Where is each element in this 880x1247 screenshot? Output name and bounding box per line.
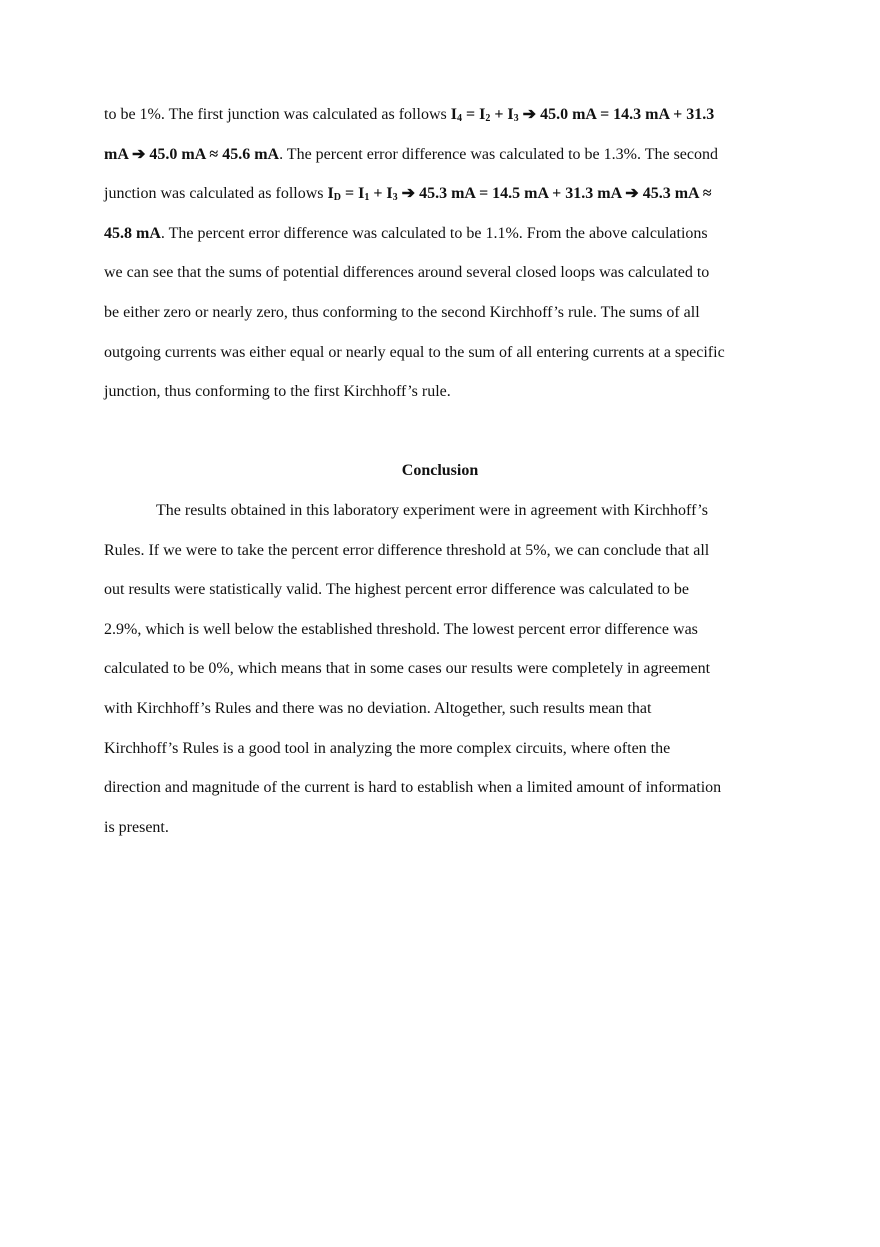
paragraph-line [104,95,776,135]
paragraph-line: be either zero or nearly zero, thus conforming to the second Kirchhoff’s rule. The sums of all [104,303,700,321]
paragraph-line: 2.9%, which is well below the established threshold. The lowest percent error difference was [104,620,698,638]
paragraph-line: calculated to be 0%, which means that in some cases our results were completely in agreement [104,660,711,678]
conclusion-paragraph [104,491,776,847]
results-paragraph [104,95,776,412]
paragraph-line: with Kirchhoff’s Rules and there was no deviation. Altogether, such results mean that [104,699,652,717]
body-text: . The percent error difference was calculated to be 1.3%. The second [279,145,718,163]
junction-equation: $I_4 = I_2 + I_3$ ➔ 45.0 mA = 14.3 mA + 31.3 [450,106,715,124]
paragraph-line: Rules. If we were to take the percent error difference threshold at 5%, we can conclude that all [104,541,710,559]
paragraph-line: The results obtained in this laboratory experiment were in agreement with Kirchhoff’s [156,502,708,519]
body-text: to be 1%. The first junction was calculated as follows [104,106,451,123]
junction-equation: $I_D = I_1 + I_3$ ➔ 45.3 mA = 14.5 mA + 31.3 mA ➔ 45.3 mA ≈ [327,185,712,204]
conclusion-heading: Conclusion [401,462,479,479]
paragraph-line: outgoing currents was either equal or nearly equal to the sum of all entering currents at a specific [104,343,725,361]
junction-equation: 45.8 mA [104,224,161,242]
paragraph-line: junction, thus conforming to the first Kirchhoff’s rule. [104,383,451,401]
paragraph-line: is present. [104,818,169,836]
junction-equation: mA ➔ 45.0 mA ≈ 45.6 mA [104,145,280,163]
paragraph-line: out results were statistically valid. The highest percent error difference was calculated to be [104,581,689,599]
paragraph-line [104,135,776,175]
paragraph-line [104,174,776,214]
paragraph-line: direction and magnitude of the current is hard to establish when a limited amount of information [104,779,722,797]
body-text: . The percent error difference was calculated to be 1.1%. From the above calculations [160,224,708,242]
paragraph-line: we can see that the sums of potential differences around several closed loops was calculated to [104,264,710,282]
paragraph-line: Kirchhoff’s Rules is a good tool in analyzing the more complex circuits, where often the [104,739,671,757]
body-text: junction was calculated as follows [104,185,328,203]
arrow-icon: ➔ [518,106,541,123]
paragraph-line [104,214,776,254]
